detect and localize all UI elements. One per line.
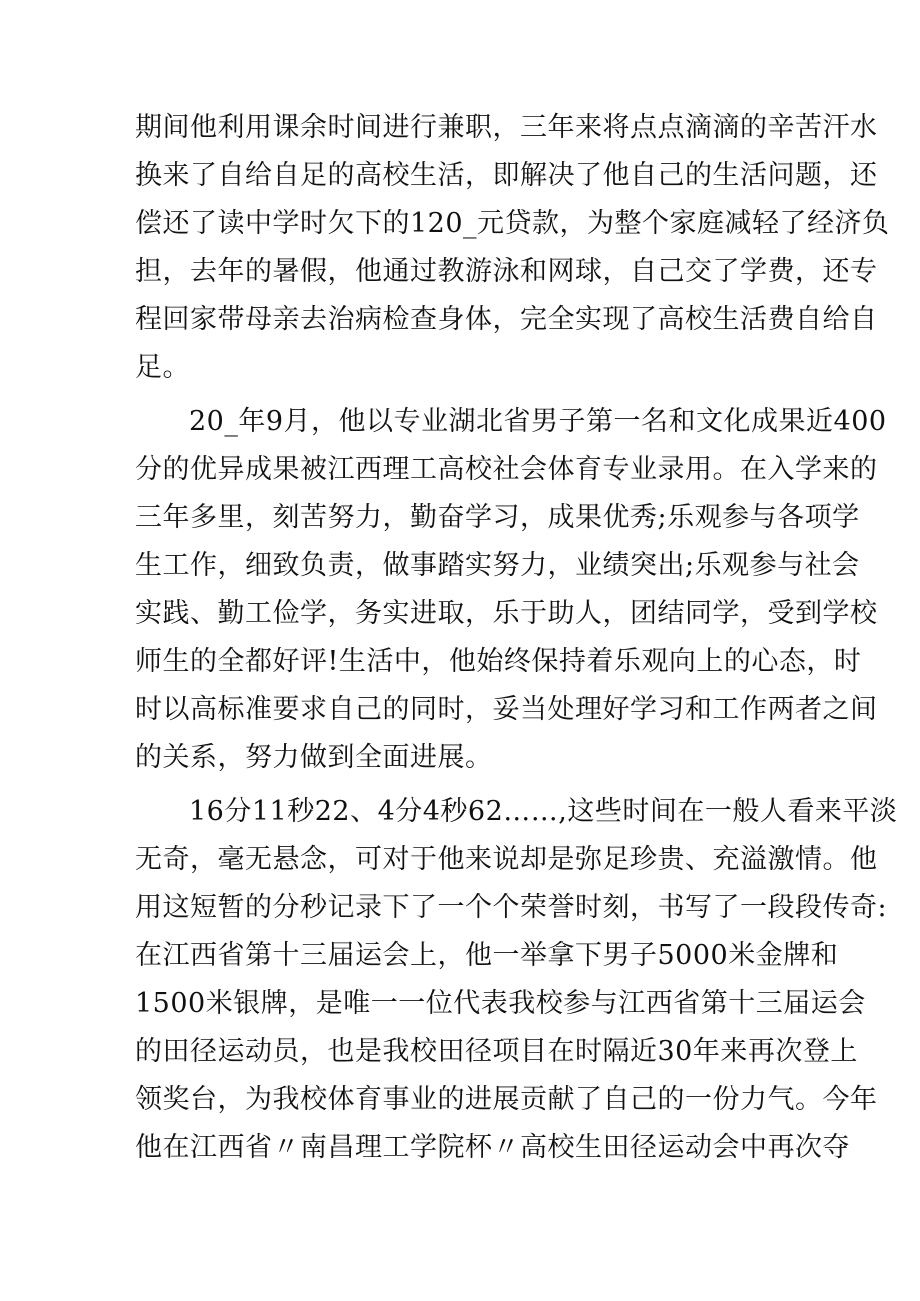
text-line: 足。 bbox=[135, 352, 190, 383]
paragraph-3 bbox=[135, 788, 898, 1172]
text-line: 担，去年的暑假，他通过教游泳和网球，自己交了学费，还专 bbox=[135, 256, 878, 287]
document-body bbox=[135, 104, 898, 1172]
text-line: 领奖台，为我校体育事业的进展贡献了自己的一份力气。今年 bbox=[135, 1084, 878, 1115]
text-line: 他在江西省〃南昌理工学院杯〃高校生田径运动会中再次夺 bbox=[135, 1132, 850, 1163]
text-line: 20_年9月，他以专业湖北省男子第一名和文化成果近400 bbox=[189, 406, 887, 437]
text-line: 程回家带母亲去治病检查身体，完全实现了高校生活费自给自 bbox=[135, 304, 878, 335]
text-line: 实践、勤工俭学，务实进取，乐于助人，团结同学，受到学校 bbox=[135, 598, 878, 629]
text-line: 偿还了读中学时欠下的120_元贷款，为整个家庭减轻了经济负 bbox=[135, 208, 890, 239]
paragraph-2 bbox=[135, 398, 887, 782]
paragraph-1 bbox=[135, 104, 890, 392]
text-line: 16分11秒22、4分4秒62……,这些时间在一般人看来平淡 bbox=[189, 796, 898, 827]
text-line: 期间他利用课余时间进行兼职，三年来将点点滴滴的辛苦汗水 bbox=[135, 112, 878, 143]
text-line: 时以高标准要求自己的同时，妥当处理好学习和工作两者之间 bbox=[135, 694, 878, 725]
text-line: 三年多里，刻苦努力，勤奋学习，成果优秀;乐观参与各项学 bbox=[135, 502, 860, 533]
text-line: 的关系，努力做到全面进展。 bbox=[135, 742, 493, 773]
text-line: 生工作，细致负责，做事踏实努力，业绩突出;乐观参与社会 bbox=[135, 550, 860, 581]
text-line: 1500米银牌，是唯一一位代表我校参与江西省第十三届运会 bbox=[135, 988, 866, 1019]
text-line: 无奇，毫无悬念，可对于他来说却是弥足珍贵、充溢激情。他 bbox=[135, 844, 878, 875]
text-line: 的田径运动员，也是我校田径项目在时隔近30年来再次登上 bbox=[135, 1036, 858, 1067]
text-line: 用这短暂的分秒记录下了一个个荣誉时刻，书写了一段段传奇: bbox=[135, 892, 888, 923]
text-line: 分的优异成果被江西理工高校社会体育专业录用。在入学来的 bbox=[135, 454, 878, 485]
text-line: 师生的全都好评!生活中，他始终保持着乐观向上的心态，时 bbox=[135, 646, 862, 677]
text-line: 在江西省第十三届运会上，他一举拿下男子5000米金牌和 bbox=[135, 940, 839, 971]
text-line: 换来了自给自足的高校生活，即解决了他自己的生活问题，还 bbox=[135, 160, 878, 191]
